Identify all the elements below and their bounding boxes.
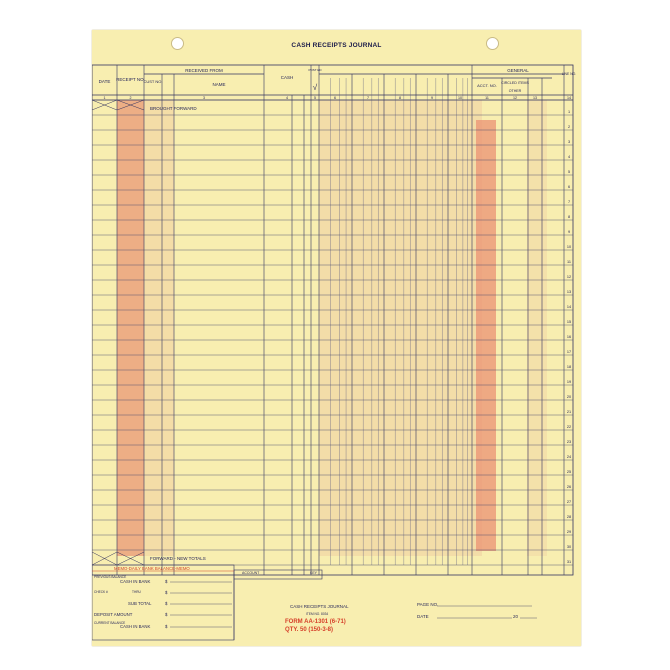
- line-number: 18: [566, 365, 572, 369]
- column-number: 4: [286, 96, 288, 100]
- memo-dollar-3: $: [165, 601, 168, 606]
- line-number: 28: [566, 515, 572, 519]
- header-posted: POST ED: [308, 68, 322, 72]
- checkmark: √: [312, 83, 318, 92]
- line-number: 11: [567, 260, 571, 264]
- footer-item-no: ITEM NO. 8034: [306, 612, 329, 616]
- memo-dollar-2: $: [165, 590, 168, 595]
- memo-title: MEMO-DAILY BANK BALANCE-MEMO: [114, 566, 190, 571]
- header-cust-no: CUST NO.: [143, 79, 163, 84]
- line-number: 30: [566, 545, 572, 549]
- line-number: 12: [566, 275, 572, 279]
- line-number: 31: [566, 560, 572, 564]
- header-general: GENERAL: [507, 68, 529, 73]
- memo-blank-lines: [170, 582, 537, 627]
- memo-current-balance: CURRENT BALANCE: [94, 621, 126, 625]
- line-number: 25: [566, 470, 572, 474]
- forward-totals-label: FORWARD - NEW TOTALS: [150, 556, 206, 561]
- column-number: 5: [314, 96, 316, 100]
- line-number: 29: [566, 530, 572, 534]
- line-number: 7: [567, 200, 571, 204]
- line-number: 20: [566, 395, 572, 399]
- line-number: 24: [566, 455, 572, 459]
- line-number: 14: [566, 305, 572, 309]
- memo-previous-balance: PREVIOUS BALANCE: [94, 575, 127, 579]
- line-numbers: [567, 110, 571, 564]
- column-shading: [117, 100, 547, 556]
- column-number: 11: [485, 96, 489, 100]
- line-number: 4: [567, 155, 571, 159]
- line-number: 22: [566, 425, 572, 429]
- column-numbers: [104, 96, 572, 100]
- footer-year: 20: [513, 614, 519, 619]
- footer-account-label: ACCOUNT: [242, 571, 260, 575]
- footer-form-no: FORM AA-1301 (6-71): [285, 619, 346, 625]
- column-number: 10: [458, 96, 462, 100]
- line-number: 10: [566, 245, 572, 249]
- line-number: 5: [567, 170, 571, 174]
- line-number: 21: [566, 410, 572, 414]
- footer-journal-title: CASH RECEIPTS JOURNAL: [290, 604, 349, 609]
- line-number: 6: [567, 185, 571, 189]
- header-name: NAME: [212, 82, 226, 87]
- memo-dollar-4: $: [165, 612, 168, 617]
- footer-key-label: KEY: [310, 571, 318, 575]
- line-number: 16: [566, 335, 572, 339]
- line-number: 2: [567, 125, 571, 129]
- footer-date: DATE: [417, 614, 429, 619]
- line-number: 19: [566, 380, 572, 384]
- column-number: 9: [431, 96, 433, 100]
- journal-sheet: [92, 30, 581, 646]
- column-number: 3: [203, 96, 205, 100]
- header-date: DATE: [98, 79, 111, 84]
- footer-page-no: PAGE NO.: [417, 602, 439, 607]
- column-number: 14: [567, 96, 571, 100]
- column-number: 1: [103, 96, 106, 100]
- line-number: 27: [566, 500, 572, 504]
- header-line-no: LINE NO.: [561, 72, 577, 76]
- header-circled-items: CIRCLED ITEMS: [501, 81, 529, 85]
- memo-cash-in-bank-2: CASH IN BANK: [120, 624, 151, 629]
- line-number: 15: [566, 320, 572, 324]
- line-number: 13: [566, 290, 572, 294]
- header-receipt-no: RECEIPT NO.: [116, 77, 145, 82]
- memo-cash-in-bank-1: CASH IN BANK: [120, 579, 151, 584]
- column-number: 7: [367, 96, 369, 100]
- brought-forward-label: BROUGHT FORWARD: [150, 106, 197, 111]
- line-number: 8: [567, 215, 571, 219]
- column-number: 2: [129, 96, 132, 100]
- line-number: 23: [566, 440, 572, 444]
- column-number: 6: [334, 96, 336, 100]
- header-received-from: RECEIVED FROM: [185, 68, 223, 73]
- memo-thru: THRU: [132, 590, 141, 594]
- journal-grid: [92, 30, 581, 646]
- line-number: 3: [567, 140, 571, 144]
- memo-deposit-amount: DEPOSIT AMOUNT: [94, 612, 133, 617]
- footer-qty: QTY. 50 (150-3-8): [285, 627, 334, 633]
- header-cash: CASH: [280, 75, 294, 80]
- memo-sub-total: SUB TOTAL: [128, 601, 152, 606]
- header-acct-no: ACCT. NO.: [477, 83, 497, 88]
- memo-dollar-1: $: [165, 579, 168, 584]
- memo-checks: CHECK #: [94, 590, 108, 594]
- line-number: 26: [566, 485, 572, 489]
- journal-title: CASH RECEIPTS JOURNAL: [291, 42, 382, 49]
- column-number: 12: [513, 96, 517, 100]
- line-number: 1: [567, 110, 571, 114]
- header-other: OTHER: [508, 89, 522, 93]
- column-number: 8: [399, 96, 401, 100]
- memo-dollar-5: $: [165, 624, 168, 629]
- line-number: 17: [566, 350, 572, 354]
- line-number: 9: [567, 230, 571, 234]
- column-number: 13: [533, 96, 537, 100]
